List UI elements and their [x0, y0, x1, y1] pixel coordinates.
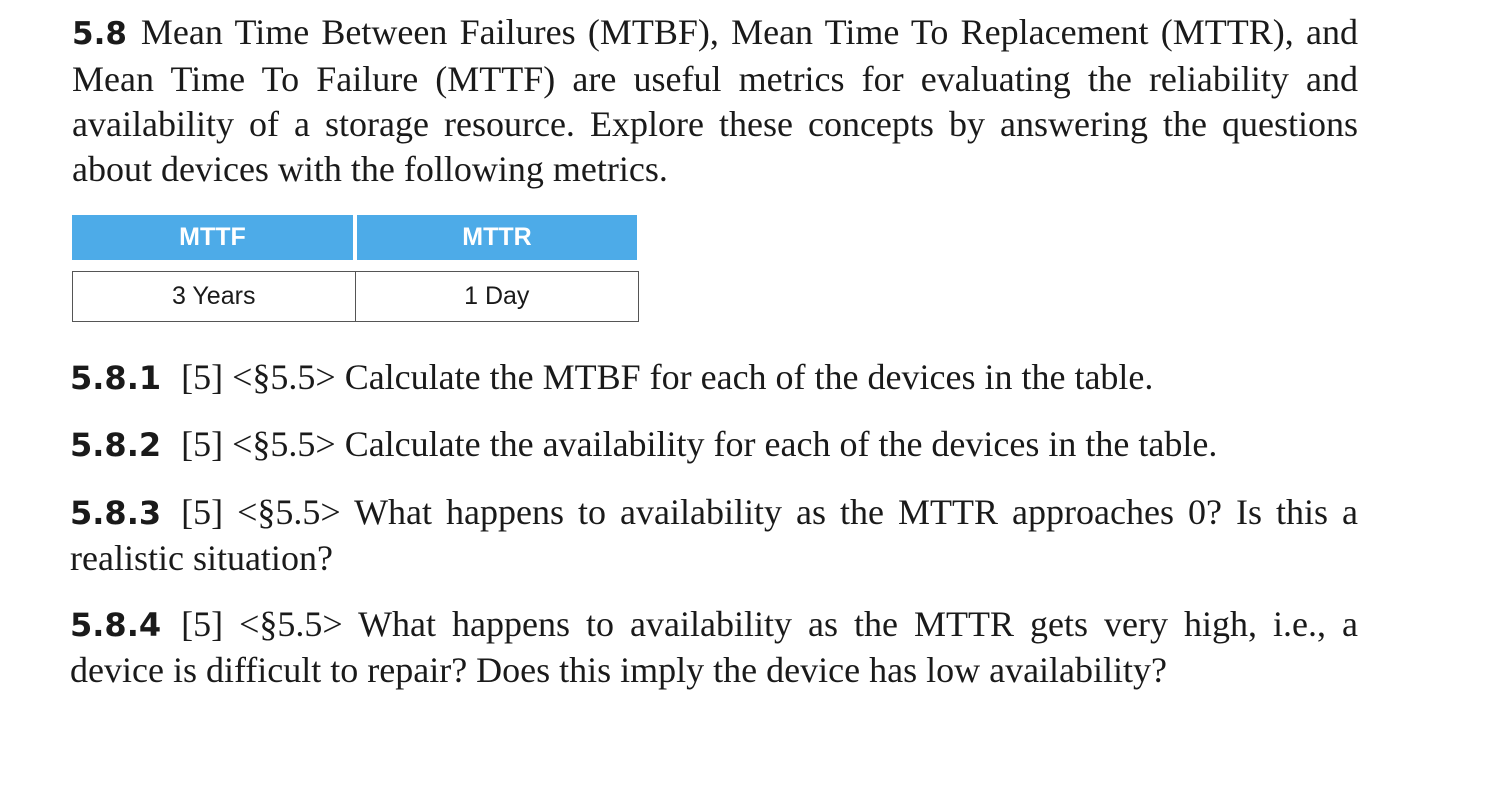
problem-intro: [72, 10, 1358, 192]
table-cell-mttr: 1 Day: [464, 282, 530, 310]
question-text: [5] <§5.5> What happens to availability as the MTTR gets very high, i.e., a device is difficult to repair? Does this imply the device has low availability?: [70, 604, 1358, 690]
question-5-8-3: [70, 490, 1358, 581]
table-cell-mttf: 3 Years: [73, 272, 356, 321]
question-5-8-2: [70, 422, 1358, 468]
table-header-row: [72, 215, 639, 260]
table-header-mttr: MTTR: [357, 215, 637, 260]
question-number: 5.8.1: [70, 359, 162, 397]
question-5-8-1: [70, 355, 1358, 401]
question-text: [5] <§5.5> What happens to availability as the MTTR approaches 0? Is this a realistic situation?: [70, 492, 1358, 578]
question-number: 5.8.2: [70, 426, 162, 464]
question-number: 5.8.3: [70, 494, 162, 532]
table-row: [72, 271, 639, 322]
table-header-mttf: MTTF: [72, 215, 353, 260]
metrics-table: [72, 215, 639, 322]
problem-number: 5.8: [72, 16, 127, 52]
problem-text: Mean Time Between Failures (MTBF), Mean Time To Replacement (MTTR), and Mean Time To Failure (MTTF) are useful metrics for evaluating the reliability and availability of a storage resource. Explore these concepts by answering the questions about devices with the following metrics.: [72, 12, 1358, 189]
question-5-8-4: [70, 602, 1358, 693]
question-text: [5] <§5.5> Calculate the availability for each of the devices in the table.: [181, 424, 1218, 464]
question-text: [5] <§5.5> Calculate the MTBF for each of the devices in the table.: [181, 357, 1154, 397]
question-number: 5.8.4: [70, 606, 162, 644]
